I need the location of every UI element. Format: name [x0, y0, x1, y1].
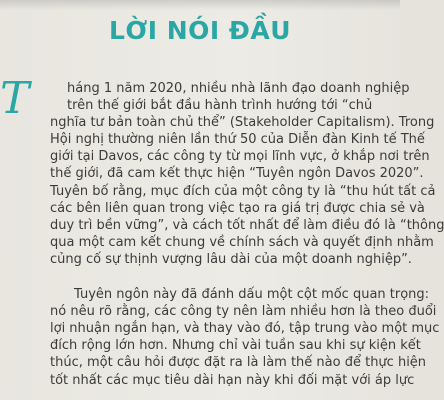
text-line: củng cố sự thịnh vượng lâu dài của một doanh nghiệp”. — [50, 251, 412, 267]
text-line: Tuyên bố rằng, mục đích của một công ty là “thu hút tất cả — [50, 183, 436, 199]
paragraph-2 — [50, 286, 440, 389]
text-line: Tuyên ngôn này đã đánh dấu một cột mốc quan trọng: — [74, 287, 430, 303]
text-line: thúc, một câu hỏi được đặt ra là làm thế nào để thực hiện — [50, 355, 427, 371]
text-line: giới tại Davos, các công ty từ mọi lĩnh vực, ở khắp nơi trên — [50, 149, 430, 165]
text-line: lợi nhuận ngắn hạn, và thay vào đó, tập trung vào một mục — [50, 321, 440, 337]
text-line: đích rộng lớn hơn. Nhưng chỉ vài tuần sau khi sự kiện kết — [50, 338, 421, 354]
text-line: nó nêu rõ rằng, các công ty nên làm nhiều hơn là theo đuổi — [50, 304, 437, 320]
text-line: trên thế giới bắt đầu hành trình hướng tới “chủ — [67, 98, 373, 114]
body-text — [50, 80, 444, 389]
text-line: qua một cam kết chung về chính sách và quyết định nhằm — [50, 234, 434, 250]
text-line: nghĩa tư bản toàn chủ thể” (Stakeholder Capitalism). Trong — [50, 115, 435, 131]
text-line: tốt nhất các mục tiêu dài hạn này khi đối mặt với áp lực — [50, 372, 415, 388]
previous-page-edge — [0, 0, 400, 10]
text-line: Hội nghị thường niên lần thứ 50 của Diễn đàn Kinh tế Thế — [50, 132, 425, 148]
text-line: thế giới, đã cam kết thực hiện “Tuyên ngôn Davos 2020”. — [50, 166, 424, 182]
text-line: các bên liên quan trong việc tạo ra giá trị được chia sẻ và — [50, 200, 425, 216]
text-line: duy trì bền vững”, và cách tốt nhất để làm điều đó là “thông — [50, 217, 444, 233]
chapter-heading: LỜI NÓI ĐẦU — [108, 16, 292, 45]
drop-cap: T — [0, 73, 30, 124]
text-line: háng 1 năm 2020, nhiều nhà lãnh đạo doanh nghiệp — [67, 81, 410, 96]
paragraph-1 — [50, 80, 444, 268]
